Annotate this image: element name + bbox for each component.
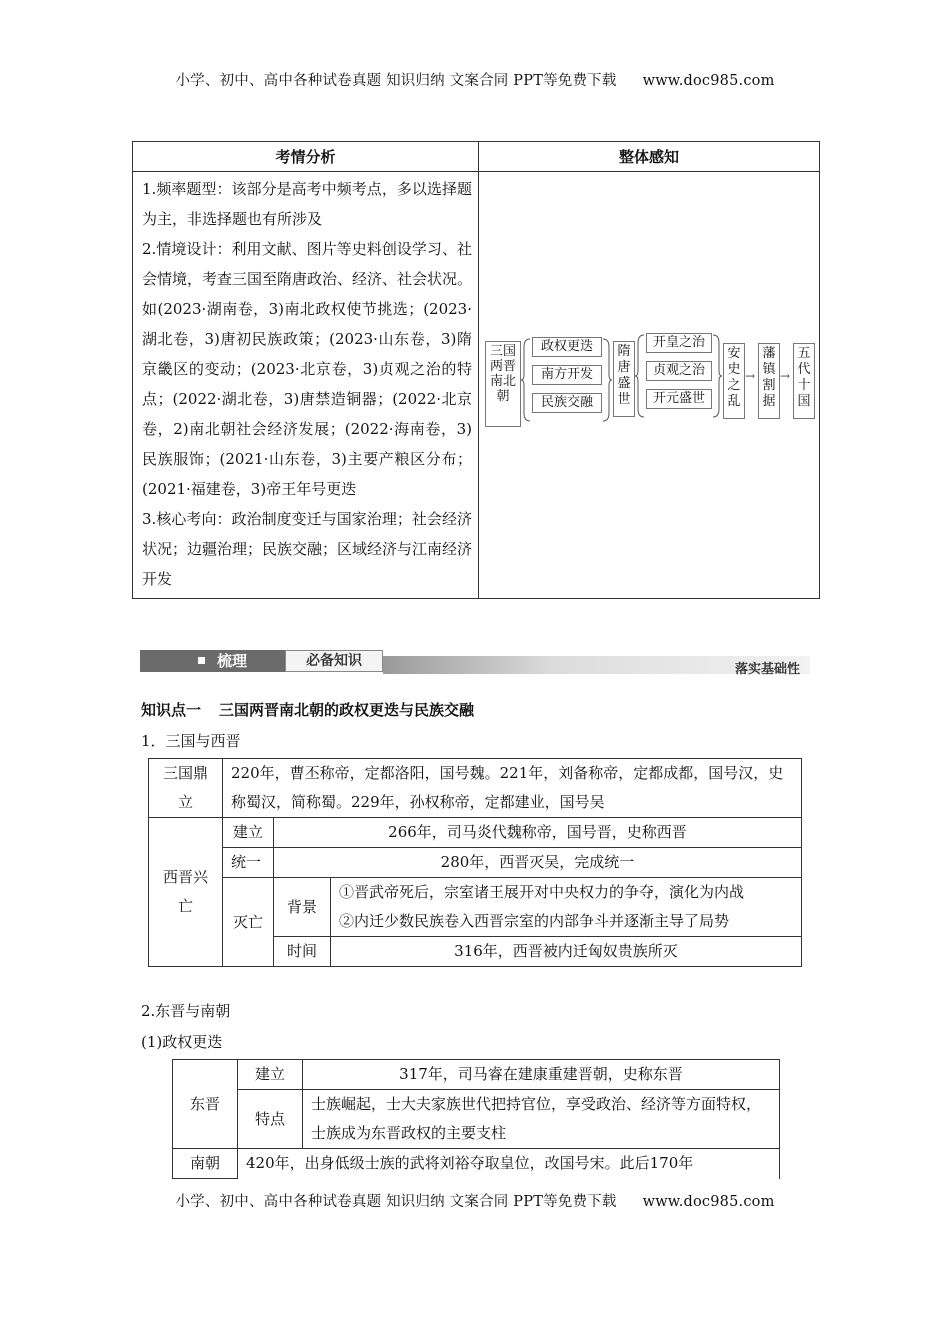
page-footer	[0, 1190, 950, 1211]
label-jianli: 建立	[238, 1060, 303, 1090]
diagram-box-wudai: 五代十国	[793, 343, 815, 419]
three-kingdoms-table	[148, 758, 802, 967]
diagram-g2-box-1: 开皇之治	[646, 333, 712, 353]
text-beijing	[331, 878, 802, 937]
text-tedian: 士族崛起，士大夫家族世代把持官位，享受政治、经济等方面特权，士族成为东晋政权的主要支柱	[303, 1090, 780, 1149]
brace-icon	[712, 333, 722, 419]
diagram-g2-box-3: 开元盛世	[646, 389, 712, 409]
footer-text: 小学、初中、高中各种试卷真题 知识归纳 文案合同 PPT等免费下载	[175, 1194, 617, 1210]
label-miewang: 灭亡	[223, 878, 274, 967]
text-nanchao: 420年，出身低级士族的武将刘裕夺取皇位，改国号宋。此后170年	[238, 1149, 780, 1179]
arrow-right-icon: →	[745, 369, 756, 383]
diagram-g1-box-3: 民族交融	[532, 393, 602, 413]
diagram-g1-box-2: 南方开发	[532, 365, 602, 385]
banner-subtitle: 落实基础性	[734, 662, 800, 677]
knowledge-point-title	[141, 699, 474, 720]
text-tongyi: 280年，西晋灭吴，完成统一	[274, 848, 802, 878]
section-heading-1: 1．三国与西晋	[141, 732, 241, 750]
header-site[interactable]: www.doc985.com	[642, 73, 775, 89]
brace-icon	[521, 337, 531, 423]
analysis-item-1: 1.频率题型：该部分是高考中频考点，多以选择题为主，非选择题也有所涉及	[142, 180, 472, 228]
label-beijing: 背景	[274, 878, 331, 937]
overview-diagram-cell	[479, 172, 820, 599]
footer-site[interactable]: www.doc985.com	[642, 1194, 775, 1210]
diagram-g1-box-1: 政权更迭	[532, 337, 602, 357]
page-header	[0, 69, 950, 90]
brace-icon	[602, 337, 612, 423]
brace-icon	[635, 333, 645, 419]
col-header-analysis: 考情分析	[133, 142, 479, 172]
label-tedian: 特点	[238, 1090, 303, 1149]
square-bullet-icon	[198, 657, 205, 664]
diagram-box-anshi: 安史之乱	[723, 343, 745, 419]
kp-title-text: 三国两晋南北朝的政权更迭与民族交融	[219, 701, 475, 719]
label-tongyi: 统一	[223, 848, 274, 878]
exam-analysis-table	[132, 141, 820, 599]
diagram-start-box: 三国两晋南北朝	[485, 341, 521, 427]
text-shijian: 316年，西晋被内迁匈奴贵族所灭	[331, 937, 802, 967]
label-jianli: 建立	[223, 818, 274, 848]
overview-diagram	[479, 325, 819, 445]
section-banner	[140, 650, 810, 676]
label-dongjin: 东晋	[173, 1060, 238, 1149]
text-sanguo: 220年，曹丕称帝，定都洛阳，国号魏。221年，刘备称帝，定都成都，国号汉，史称蜀汉，简称蜀。229年，孙权称帝，定都建业，国号吴	[223, 759, 802, 818]
eastern-jin-table	[172, 1059, 780, 1179]
kp-label: 知识点一	[141, 701, 202, 719]
label-shijian: 时间	[274, 937, 331, 967]
section-heading-2-1: (1)政权更迭	[141, 1033, 223, 1051]
banner-tab: 必备知识	[285, 650, 383, 672]
banner-main: 梳理	[140, 650, 285, 672]
arrow-right-icon: →	[780, 369, 791, 383]
header-text: 小学、初中、高中各种试卷真题 知识归纳 文案合同 PPT等免费下载	[175, 73, 617, 89]
analysis-item-2: 2.情境设计：利用文献、图片等史料创设学习、社会情境，考查三国至隋唐政治、经济、社会状况。如(2023·湖南卷，3)南北政权使节挑选；(2023·湖北卷，3)唐初民族政策；(2023·山东卷，3)隋京畿区的变动；(2023·北京卷，3)贞观之治的特点；(2022·湖北卷，3)唐禁造铜器；(2022·北京卷，2)南北朝社会经济发展；(2022·海南卷，3)民族服饰；(2021·山东卷，3)主要产粮区分布；(2021·福建卷，3)帝王年号更迭	[142, 240, 473, 498]
label-nanchao: 南朝	[173, 1149, 238, 1179]
beijing-item-2: ②内迁少数民族卷入西晋宗室的内部争斗并逐渐主导了局势	[339, 912, 730, 930]
beijing-item-1: ①晋武帝死后，宗室诸王展开对中央权力的争夺，演化为内战	[339, 883, 745, 901]
label-sanguo: 三国鼎立	[149, 759, 223, 818]
col-header-overview: 整体感知	[479, 142, 820, 172]
diagram-box-fanzhen: 藩镇割据	[758, 343, 780, 419]
analysis-item-3: 3.核心考向：政治制度变迁与国家治理；社会经济状况；边疆治理；民族交融；区域经济与江南经济开发	[142, 510, 473, 588]
text-jianli: 317年，司马睿在建康重建晋朝，史称东晋	[303, 1060, 780, 1090]
section-heading-2: 2.东晋与南朝	[141, 1002, 231, 1020]
label-xijin: 西晋兴亡	[149, 818, 223, 967]
diagram-mid-box: 隋唐盛世	[613, 341, 635, 417]
diagram-g2-box-2: 贞观之治	[646, 361, 712, 381]
analysis-cell	[133, 172, 479, 599]
text-jianli: 266年，司马炎代魏称帝，国号晋，史称西晋	[274, 818, 802, 848]
